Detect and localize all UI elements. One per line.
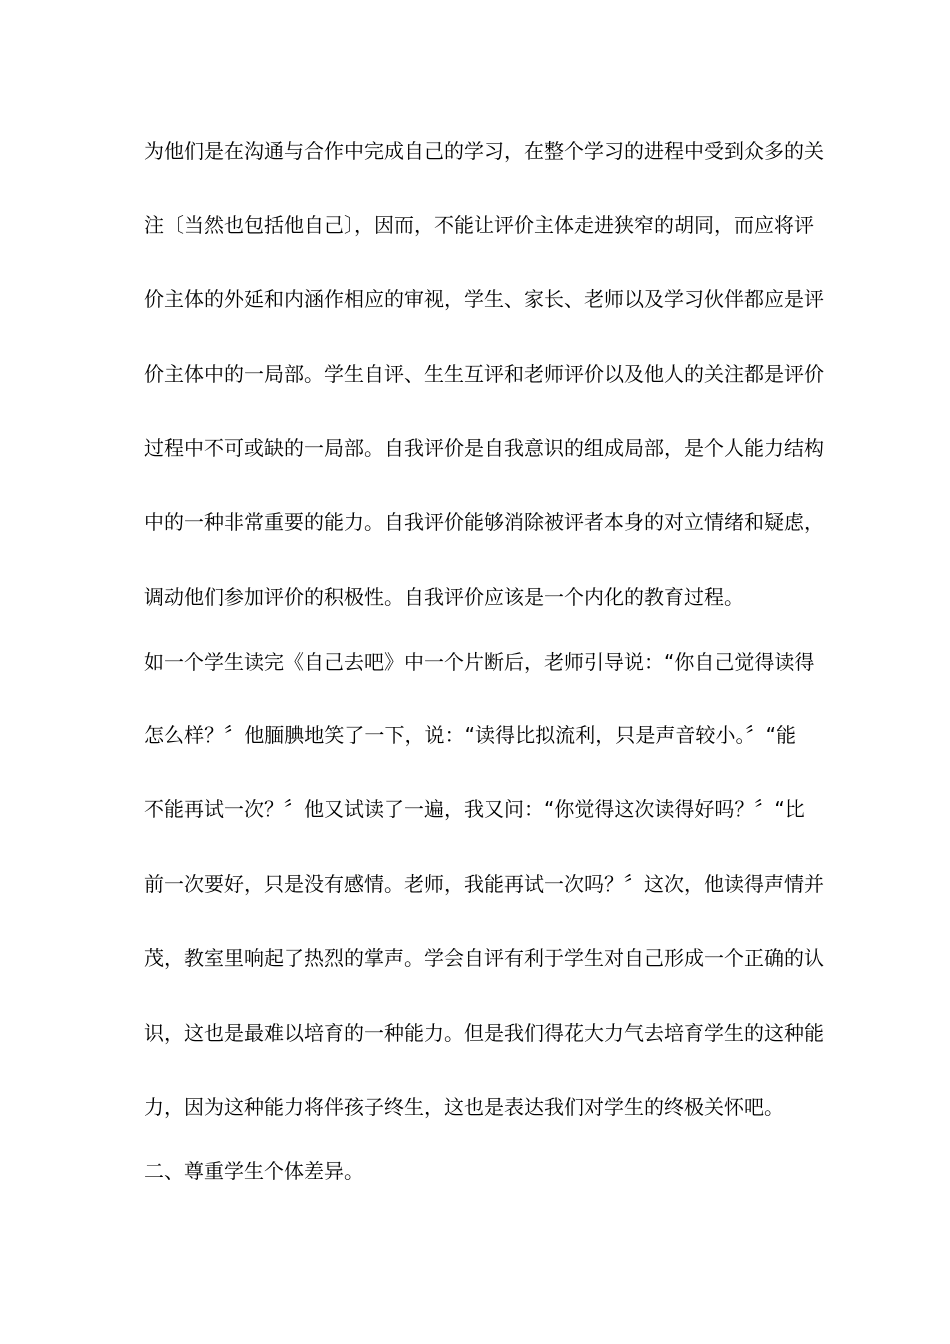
text-line: 茂，教室里响起了热烈的掌声。学会自评有利于学生对自己形成一个正确的认 <box>144 946 824 970</box>
text-line: 注〔当然也包括他自己〕，因而，不能让评价主体走进狭窄的胡同，而应将评 <box>144 213 814 237</box>
text-line: 怎么样？〞他腼腆地笑了一下，说：“读得比拟流利，只是声音较小。〞“能 <box>144 723 796 747</box>
text-line: 过程中不可或缺的一局部。自我评价是自我意识的组成局部，是个人能力结构 <box>144 436 824 460</box>
heading-text: 二、尊重学生个体差异。 <box>144 1159 364 1183</box>
text-line: 如一个学生读完《自己去吧》中一个片断后，老师引导说：“你自己觉得读得 <box>144 650 815 674</box>
text-line: 中的一种非常重要的能力。自我评价能够消除被评者本身的对立情绪和疑虑， <box>144 510 824 534</box>
text-line: 力，因为这种能力将伴孩子终生，这也是表达我们对学生的终极关怀吧。 <box>144 1095 784 1119</box>
text-line: 为他们是在沟通与合作中完成自己的学习，在整个学习的进程中受到众多的关 <box>144 139 824 163</box>
text-line: 前一次要好，只是没有感情。老师，我能再试一次吗？〞这次，他读得声情并 <box>144 872 824 896</box>
text-line: 价主体中的一局部。学生自评、生生互评和老师评价以及他人的关注都是评价 <box>144 362 824 386</box>
text-line: 调动他们参加评价的积极性。自我评价应该是一个内化的教育过程。 <box>144 585 744 609</box>
text-line: 不能再试一次？〞他又试读了一遍，我又问：“你觉得这次读得好吗？〞“比 <box>144 797 805 821</box>
text-line: 识，这也是最难以培育的一种能力。但是我们得花大力气去培育学生的这种能 <box>144 1021 824 1045</box>
text-line: 价主体的外延和内涵作相应的审视，学生、家长、老师以及学习伙伴都应是评 <box>144 287 824 311</box>
